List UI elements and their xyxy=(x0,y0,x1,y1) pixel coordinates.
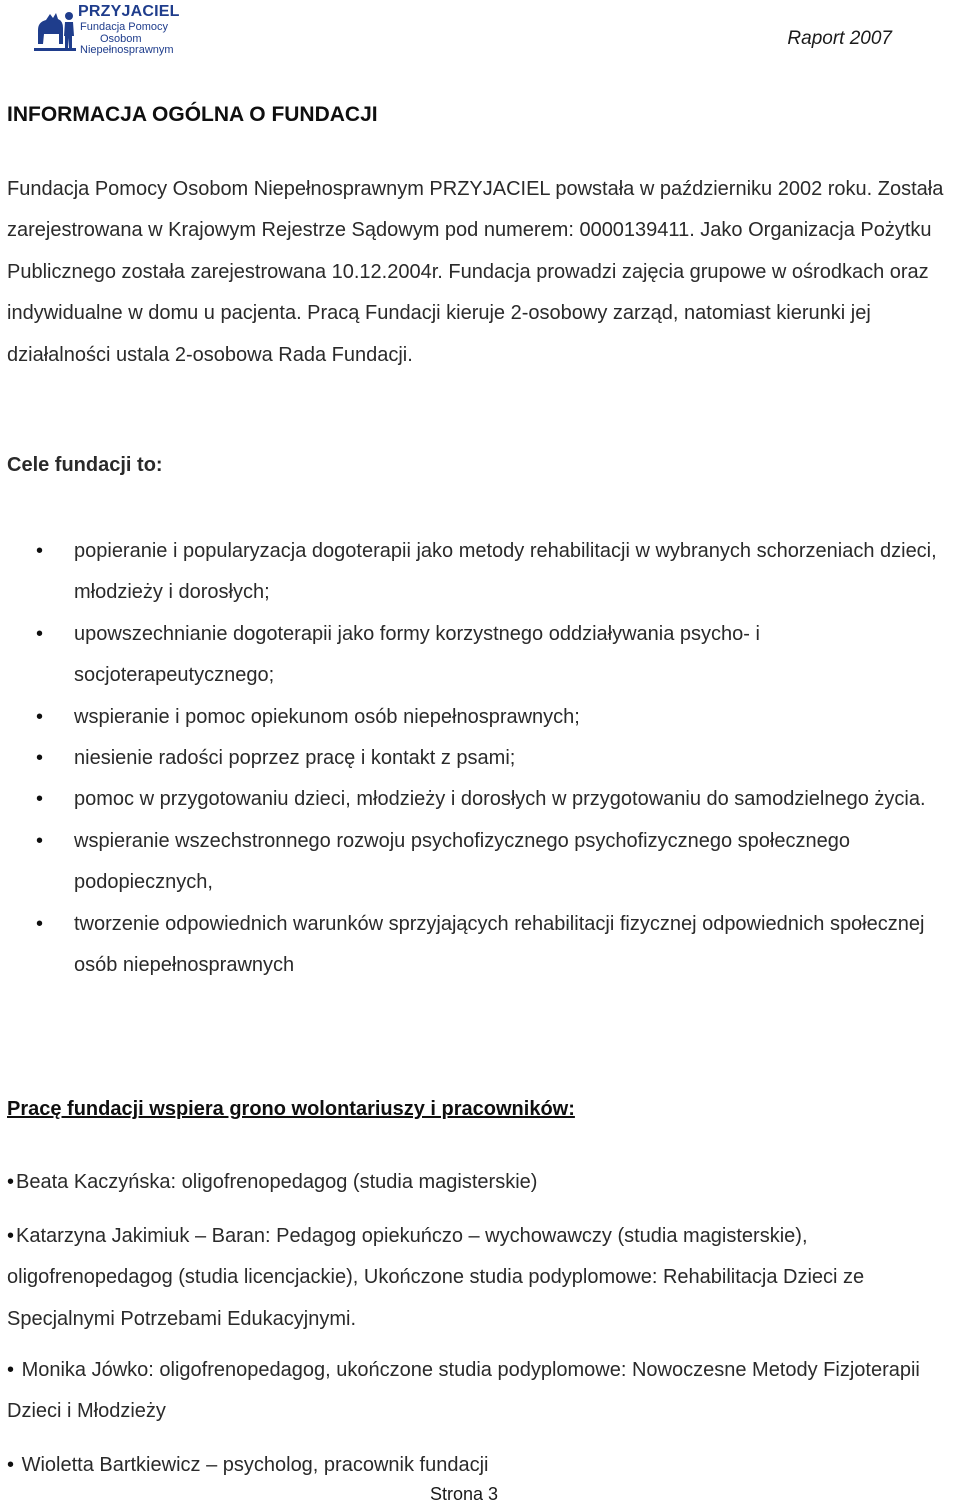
list-item xyxy=(0,821,960,904)
bullet-icon: • xyxy=(36,788,44,811)
staff-entry xyxy=(7,1216,952,1340)
list-item xyxy=(0,904,960,987)
dog-and-child-logo-icon xyxy=(30,4,80,54)
staff-text: Beata Kaczyńska: oligofrenopedagog (studia magisterskie) xyxy=(16,1171,538,1193)
list-item xyxy=(0,738,960,779)
page-number xyxy=(0,1484,960,1505)
goals-heading: Cele fundacji to: xyxy=(7,454,163,476)
goal-text: tworzenie odpowiednich warunków sprzyjających rehabilitacji fizycznej odpowiednich społecznej osób niepełnosprawnych xyxy=(74,912,925,977)
logo-line-2: Osobom xyxy=(100,33,142,45)
section-heading: INFORMACJA OGÓLNA O FUNDACJI xyxy=(7,103,378,126)
goal-text: wspieranie i pomoc opiekunom osób niepełnosprawnych; xyxy=(74,705,580,728)
logo-line-3: Niepełnosprawnym xyxy=(80,44,174,56)
staff-text: Katarzyna Jakimiuk – Baran: Pedagog opiekuńczo – wychowawczy (studia magisterskie), oligofrenopedagog (studia licencjackie), Ukończone studia podyplomowe: Rehabilitacja Dzieci ze Specjalnymi Potrzebami Edukacyjnymi. xyxy=(7,1225,865,1330)
page-label: Strona 3 xyxy=(429,1484,499,1504)
list-item xyxy=(0,779,960,820)
goal-text: popieranie i popularyzacja dogoterapii jako metody rehabilitacji w wybranych schorzeniach dzieci, młodzieży i dorosłych; xyxy=(74,540,937,604)
goals-list xyxy=(0,531,960,986)
list-item xyxy=(0,697,960,738)
bullet-icon: • xyxy=(7,1454,15,1476)
bullet-icon: • xyxy=(7,1359,15,1381)
goal-text: upowszechnianie dogoterapii jako formy korzystnego oddziaływania psycho- i socjoterapeutycznego; xyxy=(74,622,760,687)
staff-entry xyxy=(7,1350,952,1433)
list-item xyxy=(0,614,960,697)
staff-heading: Pracę fundacji wspiera grono wolontariuszy i pracowników: xyxy=(7,1098,575,1120)
bullet-icon: • xyxy=(36,829,44,852)
bullet-icon: • xyxy=(36,912,44,935)
goal-text: pomoc w przygotowaniu dzieci, młodzieży i dorosłych w przygotowaniu do samodzielnego życia. xyxy=(74,788,926,811)
bullet-icon: • xyxy=(36,540,44,562)
goal-text: wspieranie wszechstronnego rozwoju psychofizycznego psychofizycznego społecznego podopiecznych, xyxy=(74,829,850,894)
goal-text: niesienie radości poprzez pracę i kontakt z psami; xyxy=(74,747,516,770)
bullet-icon: • xyxy=(36,705,44,728)
foundation-logo xyxy=(30,4,180,54)
list-item xyxy=(0,531,960,614)
staff-text: Monika Jówko: oligofrenopedagog, ukończone studia podyplomowe: Nowoczesne Metody Fizjoterapii Dzieci i Młodzieży xyxy=(7,1359,920,1423)
report-title: Raport 2007 xyxy=(787,28,892,49)
logo-name: PRZYJACIEL xyxy=(78,3,180,20)
staff-entry xyxy=(7,1445,952,1486)
staff-text: Wioletta Bartkiewicz – psycholog, pracownik fundacji xyxy=(21,1454,489,1476)
bullet-icon: • xyxy=(7,1225,15,1247)
logo-line-1: Fundacja Pomocy xyxy=(80,21,169,33)
bullet-icon: • xyxy=(36,747,44,770)
bullet-icon: • xyxy=(36,622,44,645)
bullet-icon: • xyxy=(7,1171,15,1193)
staff-entry xyxy=(7,1162,952,1203)
intro-paragraph: Fundacja Pomocy Osobom Niepełnosprawnym PRZYJACIEL powstała w październiku 2002 roku. Została zarejestrowana w Krajowym Rejestrze Sądowym pod numerem: 0000139411. Jako Organizacja Pożytku Publicznego została zarejestrowana 10.12.2004r. Fundacja prowadzi zajęcia grupowe w ośrodkach oraz indywidualne w domu u pacjenta. Pracą Fundacji kieruje 2-osobowy zarząd, natomiast kierunki jej działalności ustala 2-osobowa Rada Fundacji. xyxy=(7,178,944,366)
